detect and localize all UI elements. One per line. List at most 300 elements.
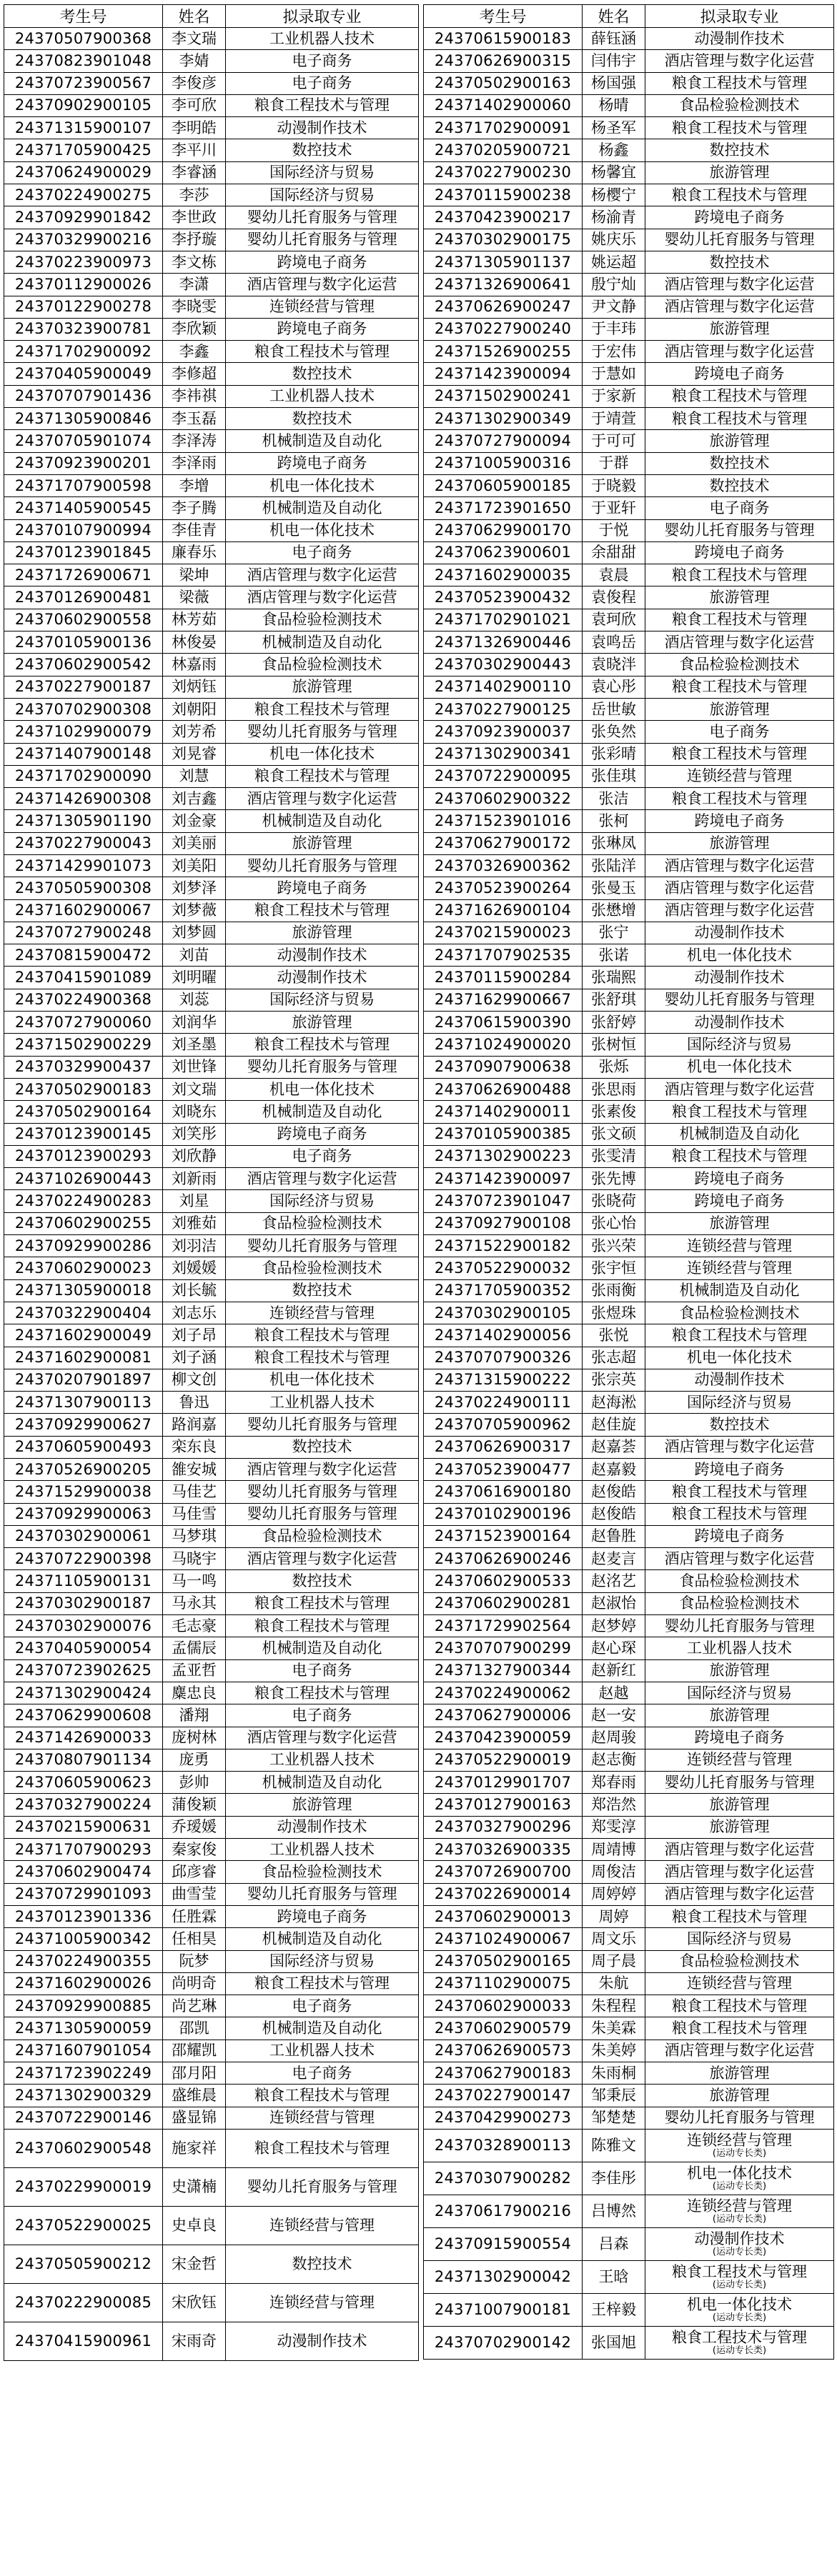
table-row [4,1928,419,1950]
cell-major: 粮食工程技术与管理 [645,676,834,698]
table-row [424,1905,834,1927]
cell-name: 李欣颖 [163,318,226,340]
cell-major: 婴幼儿托育服务与管理 [226,721,419,743]
cell-major: 粮食工程技术与管理 [226,1324,419,1347]
table-row [424,1861,834,1883]
cell-major: 粮食工程技术与管理 [645,1481,834,1503]
cell-major: 连锁经营与管理 [226,296,419,318]
cell-name: 庞勇 [163,1749,226,1771]
cell-exam-number: 24371729902564 [424,1615,583,1637]
cell-exam-number: 24371529900038 [4,1481,163,1503]
cell-exam-number: 24370923900201 [4,452,163,474]
cell-exam-number: 24370105900136 [4,631,163,654]
cell-exam-number: 24370224900275 [4,184,163,206]
cell-name: 尚艺琳 [163,1995,226,2017]
cell-exam-number: 24370502900165 [424,1950,583,1972]
cell-major: 机械制造及自动化 [226,1772,419,1794]
cell-name: 马一鸣 [163,1570,226,1592]
cell-major: 电子商务 [645,721,834,743]
table-row [424,832,834,854]
table-row [424,2129,834,2162]
cell-exam-number: 24371402900011 [424,1101,583,1123]
cell-name: 于靖萱 [583,408,645,430]
cell-name: 刘慧 [163,765,226,787]
cell-major: 工业机器人技术 [645,1637,834,1659]
cell-exam-number: 24370127900163 [424,1794,583,1816]
cell-name: 杨馨宜 [583,161,645,184]
table-row [4,832,419,854]
cell-exam-number: 24370626900317 [424,1436,583,1458]
cell-name: 周婷 [583,1905,645,1927]
cell-major: 国际经济与贸易 [226,161,419,184]
table-row [424,1369,834,1391]
table-row [424,989,834,1011]
cell-name: 赵鲁胜 [583,1525,645,1547]
table-row [424,1324,834,1347]
cell-exam-number: 24371402900060 [424,94,583,116]
table-row [424,1145,834,1167]
table-row [4,2283,419,2322]
cell-major: 粮食工程技术与管理 [226,765,419,787]
header-name: 姓名 [583,5,645,28]
cell-exam-number: 24370326900335 [424,1839,583,1861]
cell-name: 曲雪莹 [163,1883,226,1905]
table-row [4,1123,419,1145]
cell-exam-number: 24371702901021 [424,609,583,631]
cell-exam-number: 24370602900013 [424,1905,583,1927]
table-row [4,50,419,72]
cell-major: 粮食工程技术与管理 [226,341,419,363]
cell-major: 国际经济与贸易 [226,1950,419,1972]
cell-major: 粮食工程技术与管理 [226,1972,419,1995]
cell-major: 旅游管理 [645,832,834,854]
table-row [424,1950,834,1972]
cell-name: 吕博然 [583,2195,645,2227]
cell-major: 动漫制作技术 [226,944,419,967]
cell-major: 跨境电子商务 [645,541,834,564]
table-row [4,184,419,206]
cell-name: 周俊洁 [583,1861,645,1883]
cell-major: 机电一体化技术 [645,944,834,967]
cell-name: 阮梦 [163,1950,226,1972]
cell-exam-number: 24370617900216 [424,2195,583,2227]
cell-major: 电子商务 [226,1995,419,2017]
cell-name: 雒安城 [163,1459,226,1481]
cell-name: 刘笑彤 [163,1123,226,1145]
cell-name: 刘炳钰 [163,676,226,698]
table-row [4,1839,419,1861]
table-row [4,2062,419,2085]
table-row [4,2017,419,2040]
table-row [424,1704,834,1727]
cell-name: 袁心彤 [583,676,645,698]
cell-major [645,2260,834,2293]
cell-name: 张文硕 [583,1123,645,1145]
table-row [424,50,834,72]
cell-major: 电子商务 [226,1704,419,1727]
table-row [4,1861,419,1883]
cell-major: 旅游管理 [645,1212,834,1234]
cell-major: 连锁经营与管理 [645,765,834,787]
cell-major: 机电一体化技术 [645,1347,834,1369]
cell-major: 跨境电子商务 [645,363,834,385]
cell-name: 于晓毅 [583,474,645,496]
table-row [4,1324,419,1347]
cell-major: 婴幼儿托育服务与管理 [226,854,419,877]
cell-name: 刘蕊 [163,989,226,1011]
table-row [4,1972,419,1995]
table-row [424,1392,834,1414]
cell-major: 酒店管理与数字化运营 [645,1839,834,1861]
cell-exam-number: 24370107900994 [4,519,163,541]
table-row [424,788,834,810]
header-major: 拟录取专业 [226,5,419,28]
cell-name: 宋欣钰 [163,2283,226,2322]
cell-major: 工业机器人技术 [226,1839,419,1861]
table-row [424,698,834,720]
cell-exam-number: 24371426900033 [4,1727,163,1749]
cell-exam-number: 24370626900573 [424,2040,583,2062]
cell-exam-number: 24370502900164 [4,1101,163,1123]
major-text: 连锁经营与管理 [687,2132,792,2150]
admission-table-left [4,4,419,2361]
cell-name: 张彩晴 [583,743,645,765]
cell-exam-number: 24370807901134 [4,1749,163,1771]
table-row [4,1525,419,1547]
table-row [4,564,419,586]
cell-name: 尚明奇 [163,1972,226,1995]
table-row [424,2107,834,2129]
cell-name: 赵越 [583,1682,645,1704]
cell-major: 连锁经营与管理 [645,1972,834,1995]
cell-major: 旅游管理 [645,161,834,184]
cell-exam-number: 24370405900054 [4,1637,163,1659]
cell-major [645,2326,834,2359]
cell-exam-number: 24370227900147 [424,2085,583,2107]
table-row [4,2206,419,2245]
cell-name: 鲁迅 [163,1392,226,1414]
cell-name: 刘梦泽 [163,877,226,899]
cell-exam-number: 24370423900217 [424,206,583,229]
cell-major: 数控技术 [226,408,419,430]
cell-major: 婴幼儿托育服务与管理 [645,229,834,251]
cell-name: 于慧如 [583,363,645,385]
table-row [424,1056,834,1078]
cell-major: 机械制造及自动化 [226,631,419,654]
cell-major: 跨境电子商务 [226,877,419,899]
cell-major: 跨境电子商务 [645,810,834,832]
table-row [4,1950,419,1972]
cell-name: 杨鑫 [583,139,645,161]
cell-name: 刘长毓 [163,1279,226,1302]
cell-exam-number: 24370323900781 [4,318,163,340]
cell-major: 国际经济与贸易 [645,1682,834,1704]
cell-major: 数控技术 [645,1414,834,1436]
table-row [424,296,834,318]
table-row [4,1749,419,1771]
cell-major: 酒店管理与数字化运营 [645,1436,834,1458]
cell-exam-number: 24370626900247 [424,296,583,318]
table-row [4,1548,419,1570]
cell-name: 李玉磊 [163,408,226,430]
cell-exam-number: 24370623900601 [424,541,583,564]
cell-major: 粮食工程技术与管理 [645,184,834,206]
cell-major: 动漫制作技术 [226,1816,419,1838]
table-row [424,206,834,229]
cell-name: 赵佳旋 [583,1414,645,1436]
cell-major: 酒店管理与数字化运营 [226,1727,419,1749]
cell-exam-number: 24370707901436 [4,385,163,407]
cell-major: 旅游管理 [226,922,419,944]
cell-exam-number: 24371305901137 [424,251,583,273]
cell-major: 粮食工程技术与管理 [645,117,834,139]
cell-exam-number: 24371024900067 [424,1928,583,1950]
table-row [424,1012,834,1034]
cell-exam-number: 24370927900108 [424,1212,583,1234]
cell-major: 食品检验检测技术 [226,1525,419,1547]
cell-major: 动漫制作技术 [645,1012,834,1034]
cell-exam-number: 24371702900091 [424,117,583,139]
cell-major: 粮食工程技术与管理 [645,1905,834,1927]
cell-name: 赵志衡 [583,1749,645,1771]
cell-name: 张琳凤 [583,832,645,854]
cell-name: 赵海淞 [583,1392,645,1414]
cell-exam-number: 24370322900404 [4,1302,163,1324]
cell-major: 粮食工程技术与管理 [645,1145,834,1167]
table-row [424,452,834,474]
cell-exam-number: 24370105900385 [424,1123,583,1145]
cell-name: 李增 [163,474,226,496]
cell-major: 旅游管理 [226,1012,419,1034]
cell-name: 张奂然 [583,721,645,743]
cell-major: 食品检验检测技术 [226,1861,419,1883]
cell-major: 跨境电子商务 [645,1727,834,1749]
cell-major: 工业机器人技术 [226,385,419,407]
cell-name: 朱雨桐 [583,2062,645,2085]
cell-name: 刘欣静 [163,1145,226,1167]
cell-name: 刘明曜 [163,967,226,989]
table-row [424,139,834,161]
cell-major: 国际经济与贸易 [645,1928,834,1950]
cell-name: 李莎 [163,184,226,206]
cell-name: 栾东良 [163,1436,226,1458]
table-row [424,854,834,877]
cell-major: 电子商务 [226,1145,419,1167]
cell-name: 袁俊程 [583,586,645,609]
table-row [424,2260,834,2293]
cell-major: 婴幼儿托育服务与管理 [645,2107,834,2129]
cell-name: 于亚轩 [583,497,645,519]
cell-exam-number: 24370929901842 [4,206,163,229]
cell-name: 于家新 [583,385,645,407]
cell-exam-number: 24370302900187 [4,1592,163,1614]
cell-major: 动漫制作技术 [226,2322,419,2360]
cell-major: 粮食工程技术与管理 [645,1101,834,1123]
cell-name: 马永其 [163,1592,226,1614]
cell-exam-number: 24370302900105 [424,1302,583,1324]
cell-exam-number: 24370602900033 [424,1995,583,2017]
cell-name: 赵一安 [583,1704,645,1727]
cell-exam-number: 24370502900163 [424,72,583,94]
cell-exam-number: 24370415900961 [4,2322,163,2360]
table-row [4,1369,419,1391]
table-row [424,765,834,787]
cell-exam-number: 24370522900025 [4,2206,163,2245]
cell-name: 赵俊皓 [583,1481,645,1503]
cell-exam-number: 24370526900205 [4,1459,163,1481]
cell-name: 杨国强 [583,72,645,94]
cell-exam-number: 24371305900059 [4,2017,163,2040]
table-row [4,676,419,698]
cell-exam-number: 24370602900255 [4,1212,163,1234]
cell-name: 杨渝青 [583,206,645,229]
cell-name: 李明皓 [163,117,226,139]
cell-exam-number: 24370329900216 [4,229,163,251]
cell-major: 工业机器人技术 [226,1392,419,1414]
cell-exam-number: 24370915900554 [424,2227,583,2260]
cell-name: 李文栋 [163,251,226,273]
cell-name: 邱彦睿 [163,1861,226,1883]
cell-exam-number: 24370505900212 [4,2245,163,2283]
cell-name: 赵俊皓 [583,1503,645,1525]
cell-exam-number: 24371305900018 [4,1279,163,1302]
cell-major: 酒店管理与数字化运营 [645,50,834,72]
cell-name: 朱程程 [583,1995,645,2017]
cell-major: 婴幼儿托育服务与管理 [645,1615,834,1637]
cell-major: 连锁经营与管理 [226,1302,419,1324]
cell-name: 赵淑怡 [583,1592,645,1614]
cell-exam-number: 24370602900558 [4,609,163,631]
cell-exam-number: 24371602900026 [4,1972,163,1995]
cell-exam-number: 24370505900308 [4,877,163,899]
cell-major [645,2195,834,2227]
cell-exam-number: 24370823901048 [4,50,163,72]
major-text: 机电一体化技术 [687,2165,792,2182]
cell-name: 李子腾 [163,497,226,519]
cell-exam-number: 24371602900067 [4,899,163,922]
cell-major: 动漫制作技术 [226,967,419,989]
table-row [424,2227,834,2260]
cell-major: 粮食工程技术与管理 [645,385,834,407]
cell-major: 机械制造及自动化 [226,2017,419,2040]
table-row [424,117,834,139]
table-row [424,1548,834,1570]
table-row [4,497,419,519]
cell-name: 吕森 [583,2227,645,2260]
cell-major: 数控技术 [226,1570,419,1592]
cell-name: 于可可 [583,430,645,452]
table-row [4,296,419,318]
cell-exam-number: 24371502900241 [424,385,583,407]
cell-exam-number: 24370502900183 [4,1078,163,1100]
cell-name: 赵新红 [583,1659,645,1682]
cell-name: 李平川 [163,139,226,161]
cell-major: 粮食工程技术与管理 [226,1034,419,1056]
cell-name: 袁鸣岳 [583,631,645,654]
cell-exam-number: 24370123901845 [4,541,163,564]
cell-exam-number: 24370229900019 [4,2167,163,2206]
cell-exam-number: 24370929900063 [4,1503,163,1525]
cell-exam-number: 24370929900885 [4,1995,163,2017]
cell-major: 国际经济与贸易 [226,1190,419,1212]
cell-major: 机械制造及自动化 [226,1637,419,1659]
cell-major: 食品检验检测技术 [645,1570,834,1592]
cell-exam-number: 24370123901336 [4,1905,163,1927]
table-row [4,1012,419,1034]
cell-major: 旅游管理 [645,1704,834,1727]
cell-name: 李泽涛 [163,430,226,452]
cell-name: 王梓毅 [583,2293,645,2326]
table-row [4,474,419,496]
cell-exam-number: 24370115900238 [424,184,583,206]
table-row [4,430,419,452]
cell-exam-number: 24370629900170 [424,519,583,541]
major-text: 连锁经营与管理 [687,2197,792,2215]
cell-major: 粮食工程技术与管理 [645,743,834,765]
sports-specialty-note: (运动专长类) [712,2181,767,2192]
table-row [4,2107,419,2129]
table-row [424,1570,834,1592]
cell-exam-number: 24370423900059 [424,1727,583,1749]
cell-name: 刘润华 [163,1012,226,1034]
cell-name: 张舒琪 [583,989,645,1011]
table-row [4,385,419,407]
cell-exam-number: 24370727900248 [4,922,163,944]
table-row [424,1883,834,1905]
cell-major: 电子商务 [226,541,419,564]
cell-major: 婴幼儿托育服务与管理 [645,1772,834,1794]
cell-exam-number: 24370602900322 [424,788,583,810]
cell-name: 周婷婷 [583,1883,645,1905]
table-row [4,94,419,116]
table-row [4,788,419,810]
cell-exam-number: 24371405900545 [4,497,163,519]
major-text: 粮食工程技术与管理 [672,2329,807,2347]
cell-major: 婴幼儿托育服务与管理 [226,206,419,229]
table-row [4,229,419,251]
table-row [4,1682,419,1704]
cell-major: 电子商务 [226,72,419,94]
cell-name: 刘世锋 [163,1056,226,1078]
cell-exam-number: 24370602900281 [424,1592,583,1614]
cell-name: 李潇 [163,274,226,296]
cell-exam-number: 24370226900014 [424,1883,583,1905]
cell-name: 施家祥 [163,2129,226,2167]
cell-name: 张雯清 [583,1145,645,1167]
table-row [4,1078,419,1100]
cell-name: 宋金哲 [163,2245,226,2283]
cell-major: 跨境电子商务 [645,206,834,229]
cell-exam-number: 24370405900049 [4,363,163,385]
cell-name: 史卓良 [163,2206,226,2245]
cell-name: 邵耀凯 [163,2040,226,2062]
cell-major: 粮食工程技术与管理 [226,2129,419,2167]
table-row [4,1570,419,1592]
cell-name: 张晓荷 [583,1190,645,1212]
cell-major: 动漫制作技术 [645,28,834,50]
cell-exam-number: 24370727900060 [4,1012,163,1034]
cell-exam-number: 24371707900598 [4,474,163,496]
cell-major: 工业机器人技术 [226,28,419,50]
table-row [4,2085,419,2107]
table-row [424,497,834,519]
table-row [424,385,834,407]
cell-name: 朱航 [583,1972,645,1995]
table-row [424,430,834,452]
cell-exam-number: 24371026900443 [4,1168,163,1190]
table-row [424,899,834,922]
table-row [4,28,419,50]
